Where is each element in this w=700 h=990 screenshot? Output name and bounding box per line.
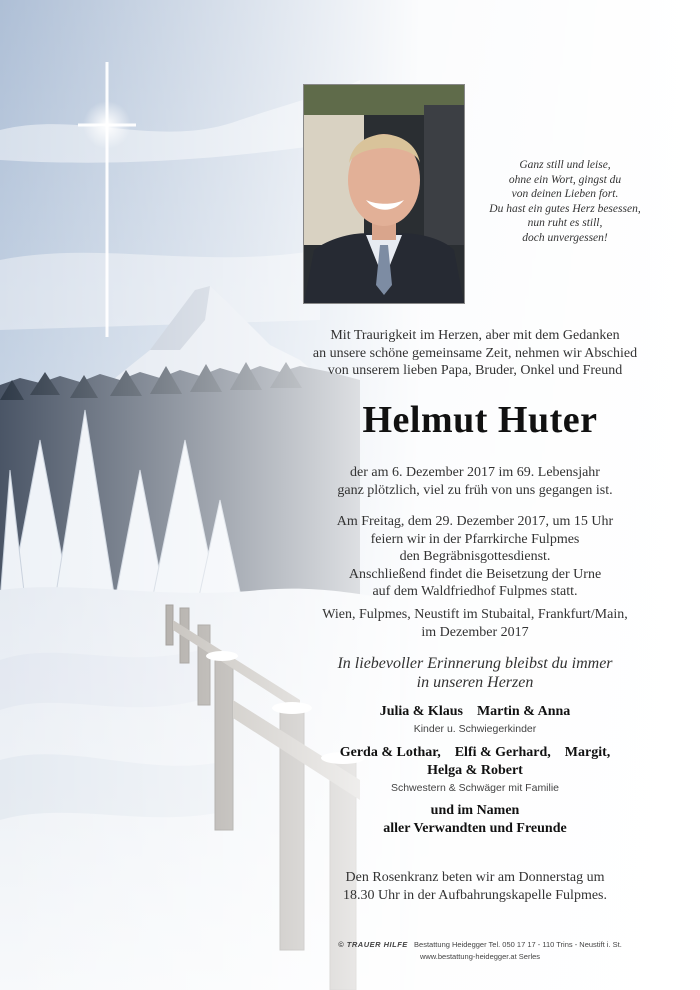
- mourner-names: Helga & Robert: [427, 763, 523, 778]
- funeral-line: Anschließend findet die Beisetzung der Urne: [348, 566, 602, 582]
- death-line: ganz plötzlich, viel zu früh von uns gegangen ist.: [337, 482, 613, 498]
- mourner-names: Gerda & Lothar, Elfi & Gerhard, Margit,: [339, 745, 611, 760]
- poem-line: nun ruht es still,: [527, 217, 603, 230]
- intro-line: Mit Traurigkeit im Herzen, aber mit dem Gedanken: [330, 328, 620, 343]
- mourner-names: und im Namen: [430, 803, 520, 818]
- funeral-line: auf dem Waldfriedhof Fulpmes statt.: [372, 584, 578, 599]
- mourner-names: aller Verwandten und Freunde: [383, 821, 567, 836]
- place-date-line: im Dezember 2017: [421, 624, 529, 640]
- poem-line: Ganz still und leise,: [519, 159, 611, 171]
- footer-brand: © TRAUER HILFE: [338, 940, 408, 949]
- rosary-line: Den Rosenkranz beten wir am Donnerstag um: [345, 870, 605, 885]
- funeral-line: Am Freitag, dem 29. Dezember 2017, um 15 Uhr: [336, 514, 614, 529]
- intro-line: an unsere schöne gemeinsame Zeit, nehmen wir Abschied: [312, 345, 638, 361]
- mourner-names: Julia & Klaus Martin & Anna: [379, 704, 571, 719]
- poem-line: doch unvergessen!: [522, 231, 608, 244]
- poem-line: von deinen Lieben fort.: [511, 188, 619, 201]
- mourners-children: [300, 704, 650, 735]
- footer-info: Bestattung Heidegger Tel. 050 17 17 - 110 Trins - Neustift i. St.: [414, 940, 622, 949]
- portrait-photo: [303, 84, 465, 304]
- poem: [470, 158, 660, 246]
- remembrance-line: in unseren Herzen: [416, 674, 534, 691]
- funeral-line: den Begräbnisgottesdienst.: [399, 549, 551, 564]
- mourners-relatives: [300, 803, 650, 837]
- rosary-line: 18.30 Uhr in der Aufbahrungskapelle Fulpmes.: [342, 887, 607, 903]
- remembrance-text: [300, 654, 650, 692]
- place-date: [300, 606, 650, 641]
- deceased-name: Helmut Huter: [362, 399, 598, 441]
- rosary-notice: [300, 869, 650, 904]
- remembrance-line: In liebevoller Erinnerung bleibst du immer: [337, 655, 613, 672]
- mourner-role: Schwestern & Schwäger mit Familie: [390, 782, 560, 794]
- death-notice: [300, 464, 650, 499]
- intro-line: von unserem lieben Papa, Bruder, Onkel und Freund: [327, 363, 623, 378]
- mourners-siblings: [300, 745, 650, 794]
- mourner-role: Kinder u. Schwiegerkinder: [413, 723, 537, 735]
- poem-line: ohne ein Wort, gingst du: [508, 173, 622, 186]
- death-line: der am 6. Dezember 2017 im 69. Lebensjahr: [350, 465, 600, 480]
- funeral-details: [300, 513, 650, 601]
- footer-web[interactable]: www.bestattung-heidegger.at Serles: [419, 952, 541, 961]
- place-date-line: Wien, Fulpmes, Neustift im Stubaital, Frankfurt/Main,: [322, 607, 628, 622]
- intro-text: [300, 327, 650, 380]
- funeral-line: feiern wir in der Pfarrkirche Fulpmes: [370, 531, 580, 547]
- footer-line: [300, 940, 660, 949]
- poem-line: Du hast ein gutes Herz besessen,: [489, 202, 641, 215]
